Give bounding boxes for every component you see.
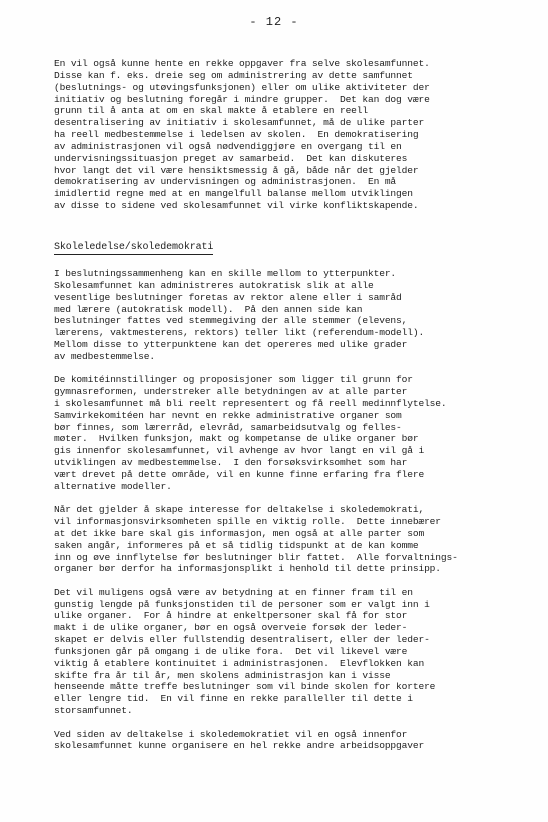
text-line: imidlertid regne med at en mangelfull balanse mellom utviklingen	[54, 188, 413, 200]
text-line: skifte fra år til år, men skolens administrasjon kan i visse	[54, 669, 391, 681]
text-line: gunstig lengde på funksjonstiden til de personer som er valgt inn i	[54, 598, 430, 610]
text-line: møter. Hvilken funksjon, makt og kompetanse de ulike organer bør	[54, 433, 419, 445]
text-line: utviklingen av medbestemmelse. I den forsøksvirksomhet som har	[54, 457, 408, 469]
text-line: I beslutningssammenheng kan en skille mellom to ytterpunkter.	[54, 267, 397, 279]
text-line: med lærere (autokratisk modell). På den annen side kan	[54, 303, 363, 315]
text-line: i skolesamfunnet må bli reelt representert og få reell medinnflytelse.	[54, 397, 447, 409]
paragraph	[54, 58, 524, 212]
text-line: Disse kan f. eks. dreie seg om administrering av dette samfunnet	[54, 69, 413, 81]
text-line: De komitéinnstillinger og proposisjoner som ligger til grunn for	[54, 374, 413, 386]
text-line: Samvirkekomitéen har nevnt en rekke administrative organer som	[54, 409, 402, 421]
text-line: funksjonen går på omgang i de ulike fora. Det vil likevel være	[54, 645, 408, 657]
text-line: skapet er delvis eller fullstendig desentralisert, eller der leder-	[54, 634, 430, 646]
text-line: bør finnes, som lærerråd, elevråd, samarbeidsutvalg og felles-	[54, 421, 402, 433]
text-line: saken angår, informeres på et så tidlig tidspunkt at de kan komme	[54, 539, 419, 551]
text-line: gymnasreformen, understreker alle betydningen av at alle parter	[54, 386, 408, 398]
document-body	[54, 58, 524, 752]
text-line: Når det gjelder å skape interesse for deltakelse i skoledemokrati,	[54, 504, 425, 516]
text-line: Det vil muligens også være av betydning at en finner fram til en	[54, 586, 413, 598]
text-line: viktig å etablere kontinuitet i administrasjonen. Elevflokken kan	[54, 657, 425, 669]
text-line: makt i de ulike organer, bør en også overveie forsøk der leder-	[54, 622, 408, 634]
text-line: av medbestemmelse.	[54, 350, 155, 362]
text-line: ulike organer. For å hindre at enkeltpersoner skal få for stor	[54, 610, 408, 622]
text-line: av disse to sidene ved skolesamfunnet vil virke konfliktskapende.	[54, 200, 419, 212]
paragraph	[54, 374, 524, 492]
paragraph	[54, 587, 524, 717]
text-line: ha reell medbestemmelse i ledelsen av skolen. En demokratisering	[54, 129, 419, 141]
text-line: undervisningssituasjon preget av samarbeid. Det kan diskuteres	[54, 152, 408, 164]
text-line: En vil også kunne hente en rekke oppgaver fra selve skolesamfunnet.	[54, 58, 430, 69]
text-line: Ved siden av deltakelse i skoledemokratiet vil en også innenfor	[54, 728, 408, 740]
text-line: beslutninger fattes ved stemmegiving der alle stemmer (elevens,	[54, 315, 408, 327]
text-line: inn og øve innflytelse før beslutninger blir fattet. Alle forvaltnings-	[54, 551, 458, 563]
paragraph	[54, 504, 524, 575]
text-line: hvor langt det vil være hensiktsmessig å gå, både når det gjelder	[54, 164, 419, 176]
text-line: alternative modeller.	[54, 480, 172, 492]
text-line: eller lengre tid. En vil finne en rekke paralleller til dette i	[54, 693, 413, 705]
text-line: (beslutnings- og utøvingsfunksjonen) eller om ulike aktiviteter der	[54, 81, 430, 93]
text-line: vært drevet på dette område, vil en kunne finne erfaring fra flere	[54, 468, 425, 480]
text-line: Mellom disse to ytterpunktene kan det opereres med ulike grader	[54, 339, 408, 351]
text-line: initiativ og beslutning foregår i mindre grupper. Det kan dog være	[54, 93, 430, 105]
page-number: - 12 -	[249, 15, 299, 29]
paragraph	[54, 729, 524, 753]
text-line: organer bør derfor ha informasjonsplikt i henhold til dette prinsipp.	[54, 563, 441, 575]
text-line: at det ikke bare skal gis informasjon, men også at alle parter som	[54, 527, 425, 539]
text-line: av administrasjonen vil også nødvendiggjøre en overgang til en	[54, 140, 402, 152]
text-line: skolesamfunnet kunne organisere en hel rekke andre arbeidsoppgaver	[54, 740, 425, 752]
text-line: desentralisering av initiativ i skolesamfunnet, må de ulike parter	[54, 117, 425, 129]
text-line: vesentlige beslutninger foretas av rektor alene eller i samråd	[54, 291, 402, 303]
section-heading-wrap	[54, 236, 524, 255]
section-heading: Skoleledelse/skoledemokrati	[54, 241, 214, 253]
text-line: grunn til å anta at om en skal makte å etablere en reell	[54, 105, 369, 117]
text-line: lærerens, vaktmesterens, rektors) teller likt (referendum-modell).	[54, 327, 425, 339]
text-line: vil informasjonsvirksomheten spille en viktig rolle. Dette innebærer	[54, 516, 441, 527]
text-line: Skolesamfunnet kan administreres autokratisk slik at alle	[54, 279, 374, 291]
text-line: storsamfunnet.	[54, 705, 133, 717]
text-line: gis innenfor skolesamfunnet, vil avhenge av hvor langt en vil gå i	[54, 445, 425, 457]
text-line: demokratisering av undervisningen og administrasjonen. En må	[54, 176, 397, 188]
paragraph	[54, 268, 524, 363]
text-line: henseende måtte treffe beslutninger som vil binde skolen for kortere	[54, 681, 436, 693]
